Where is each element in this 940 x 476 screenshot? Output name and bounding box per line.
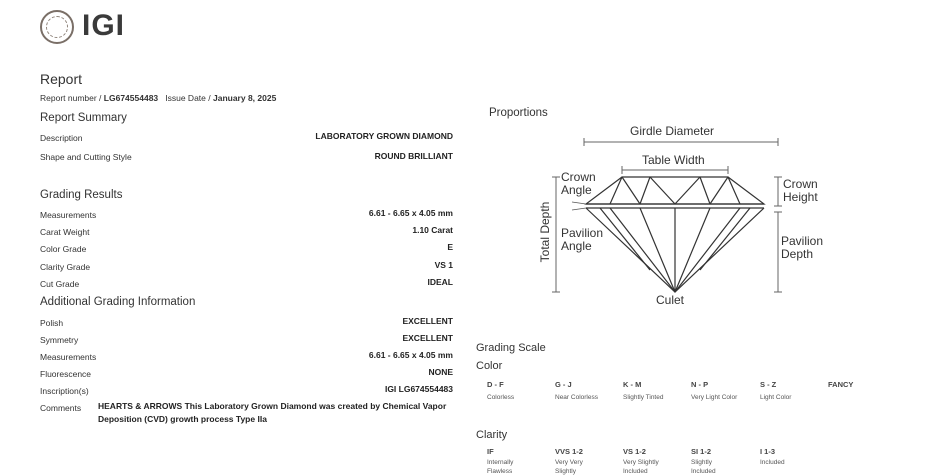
clarity-desc: Very Slightly: [623, 459, 659, 466]
clarity-grade: VS 1-2: [623, 447, 646, 456]
pavilion-angle-label: [561, 227, 603, 253]
additional-label: Inscription(s): [40, 386, 89, 396]
color-scale-item: [828, 380, 853, 389]
grading-scale-title: Grading Scale: [476, 342, 546, 354]
clarity-grade: I 1-3: [760, 447, 776, 456]
additional-value: 6.61 - 6.65 x 4.05 mm: [368, 350, 453, 360]
color-scale-item: [691, 380, 737, 402]
color-scale-item: [760, 380, 791, 402]
clarity-desc: Included: [623, 468, 648, 475]
clarity-scale-title: Clarity: [476, 429, 508, 441]
grading-label: Carat Weight: [40, 227, 90, 237]
clarity-desc: Slightly: [555, 468, 576, 475]
clarity-desc: Flawless: [487, 468, 513, 475]
color-desc: Slightly Tinted: [623, 394, 664, 401]
culet-label: Culet: [656, 293, 685, 307]
grading-value: 1.10 Carat: [412, 225, 453, 235]
clarity-scale-item: [760, 447, 785, 467]
color-grade: N - P: [691, 380, 709, 389]
crown-angle-label: [561, 171, 596, 197]
brand-logo: IGI: [82, 9, 126, 42]
igi-logo-seal-icon: [40, 10, 74, 44]
diamond-outline: [586, 177, 764, 292]
clarity-desc: Included: [760, 459, 785, 466]
crown-angle-line-1: Crown: [561, 170, 596, 184]
table-width-label: Table Width: [642, 153, 705, 167]
clarity-scale-item: [691, 447, 716, 476]
grading-value: VS 1: [434, 260, 453, 270]
grading-label: Cut Grade: [40, 279, 80, 289]
total-depth-label: Total Depth: [538, 201, 552, 263]
proportions-diagram: [520, 120, 850, 310]
pavilion-angle-line-1: Pavilion: [561, 226, 604, 240]
clarity-desc: Slightly: [691, 459, 712, 466]
grading-label: Measurements: [40, 210, 97, 220]
color-desc: Near Colorless: [555, 394, 598, 401]
color-grade: D - F: [487, 380, 504, 389]
clarity-scale-item: [623, 447, 659, 476]
summary-label: Description: [40, 133, 83, 143]
color-grade: FANCY: [828, 380, 854, 389]
additional-value: EXCELLENT: [402, 316, 453, 326]
summary-value: ROUND BRILLIANT: [374, 151, 453, 161]
additional-info-title: Additional Grading Information: [40, 296, 196, 308]
pavilion-depth-line-1: Pavilion: [781, 234, 824, 248]
proportions-title: Proportions: [489, 107, 548, 119]
additional-value: IGI LG674554483: [384, 384, 453, 394]
clarity-desc: Internally: [487, 459, 514, 466]
clarity-desc: Included: [691, 468, 716, 475]
clarity-grade: VVS 1-2: [555, 447, 583, 456]
additional-value: NONE: [428, 367, 453, 377]
grading-results-title: Grading Results: [40, 189, 123, 201]
summary-value: LABORATORY GROWN DIAMOND: [315, 131, 453, 141]
crown-height-line-1: Crown: [783, 177, 818, 191]
comments-line-2: Deposition (CVD) growth process Type IIa: [98, 414, 267, 424]
issue-date: January 8, 2025: [212, 93, 277, 103]
color-scale-item: [487, 380, 514, 402]
crown-height-label: [783, 178, 818, 204]
color-desc: Light Color: [760, 394, 792, 401]
grading-value: E: [447, 242, 453, 252]
additional-label: Measurements: [40, 352, 97, 362]
report-number: LG674554483: [103, 93, 159, 103]
girdle-diameter-label: Girdle Diameter: [630, 124, 715, 138]
clarity-grade: SI 1-2: [691, 447, 712, 456]
clarity-desc: Very Very: [555, 459, 583, 466]
additional-label: Fluorescence: [40, 369, 92, 379]
clarity-grade: IF: [487, 447, 494, 456]
color-grade: S - Z: [760, 380, 777, 389]
clarity-scale-item: [487, 447, 513, 476]
report-title: Report: [40, 71, 83, 87]
color-desc: Very Light Color: [691, 394, 738, 401]
grading-label: Color Grade: [40, 244, 87, 254]
additional-label: Polish: [40, 318, 64, 328]
color-desc: Colorless: [487, 394, 515, 401]
crown-angle-line-2: Angle: [561, 183, 592, 197]
additional-value: EXCELLENT: [402, 333, 453, 343]
summary-label: Shape and Cutting Style: [40, 152, 132, 162]
comments-label: Comments: [40, 403, 82, 413]
grading-value: IDEAL: [427, 277, 453, 287]
color-scale-item: [555, 380, 598, 402]
report-number-line: [40, 93, 276, 103]
issue-date-label: Issue Date /: [165, 93, 211, 103]
grading-value: 6.61 - 6.65 x 4.05 mm: [368, 208, 453, 218]
grading-label: Clarity Grade: [40, 262, 91, 272]
additional-label: Symmetry: [40, 335, 79, 345]
report-number-label: Report number /: [40, 93, 102, 103]
crown-height-line-2: Height: [783, 190, 818, 204]
pavilion-depth-label: [781, 235, 823, 261]
color-grade: G - J: [555, 380, 572, 389]
clarity-scale-item: [555, 447, 583, 476]
comments-line-1: HEARTS & ARROWS This Laboratory Grown Diamond was created by Chemical Vapor: [98, 401, 447, 411]
report-summary-title: Report Summary: [40, 112, 127, 124]
pavilion-depth-line-2: Depth: [781, 247, 814, 261]
color-scale-item: [623, 380, 663, 402]
color-grade: K - M: [623, 380, 642, 389]
color-scale-title: Color: [476, 360, 503, 372]
pavilion-angle-line-2: Angle: [561, 239, 592, 253]
